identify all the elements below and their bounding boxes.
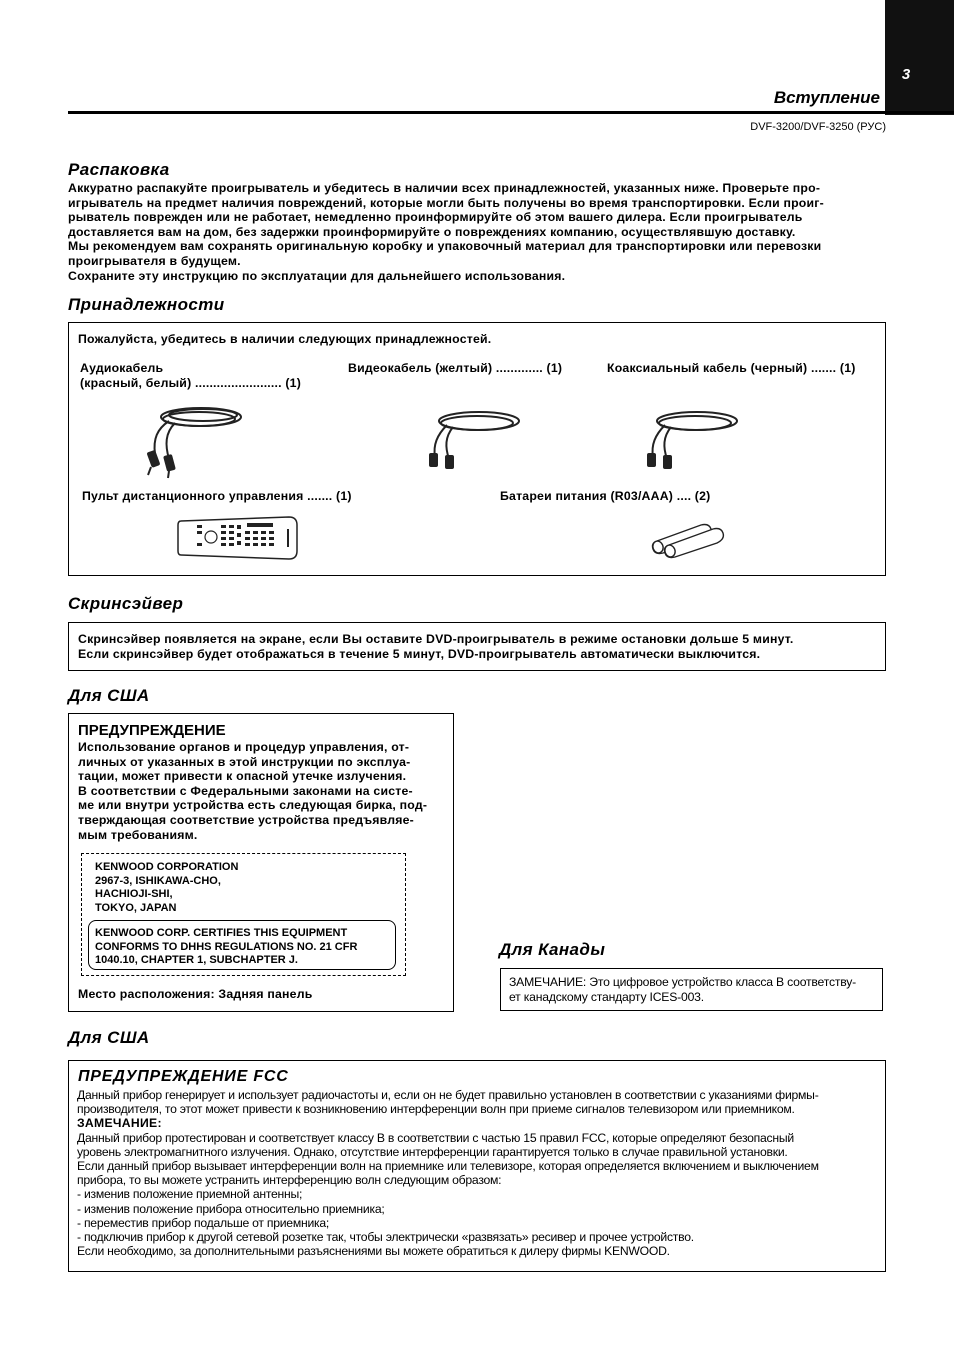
text-line: Использование органов и процедур управления, от- — [78, 740, 410, 754]
text-line: Если данный прибор вызывает интерференции волн на приемнике или телевизоре, которая определяется включением и выключением — [77, 1159, 819, 1174]
audio-cable-label: Аудиокабель (красный, белый) ........................ (1) — [80, 361, 302, 390]
fcc-note-label: ЗАМЕЧАНИЕ: — [77, 1116, 162, 1131]
text-line: Мы рекомендуем вам сохранять оригинальную коробку и упаковочный материал для транспортировки или перевозки — [68, 239, 822, 254]
text-line: - подключив прибор к другой сетевой розетке так, чтобы электрически «развязать» ресивер и прочее устройство. — [77, 1230, 694, 1245]
text-line: доставляется вам на дом, без задержки проинформируйте о повреждениях компанию, осуществлявшую доставку. — [68, 224, 796, 239]
accessories-box — [68, 322, 886, 576]
usa-title: Для США — [68, 686, 150, 705]
usa-warning-box — [68, 713, 454, 1012]
screensaver-title: Скринсэйвер — [68, 594, 184, 613]
batteries-label: Батареи питания (R03/AAA) .... (2) — [500, 489, 711, 503]
text-line: тверждающая соответствие устройства предъявляе- — [78, 812, 414, 827]
remote-control-image — [177, 515, 299, 561]
video-cable-label: Видеокабель (желтый) ............. (1) — [348, 361, 563, 375]
chapter-title: Вступление — [773, 88, 880, 107]
screensaver-text — [78, 632, 794, 661]
canada-box — [500, 968, 883, 1011]
page-tab — [885, 0, 954, 115]
certification-label — [81, 853, 406, 976]
label-cert: KENWOOD CORP. CERTIFIES THIS EQUIPMENT CONFORMS TO DHHS REGULATIONS NO. 21 CFR 1040.10, CHAPTER 1, SUBCHAPTER J. — [95, 927, 358, 966]
text-line: прибора, то вы можете устранить интерференцию волн следующим образом: — [77, 1173, 502, 1188]
label-address: KENWOOD CORPORATION 2967-3, ISHIKAWA-CHO, HACHIOJI-SHI, TOKYO, JAPAN — [95, 861, 239, 914]
remote-label: Пульт дистанционного управления ....... (1) — [82, 489, 352, 503]
text-line: Если необходимо, за дополнительными разъяснениями вы можете обратиться к дилеру фирмы KENWOOD. — [77, 1244, 670, 1259]
text-line: Аккуратно распакуйте проигрыватель и убедитесь в наличии всех принадлежностей, указанных ниже. Проверьте про- — [68, 181, 821, 195]
warning-heading: ПРЕДУПРЕЖДЕНИЕ — [78, 722, 226, 739]
warning-text — [78, 740, 427, 842]
header-rule — [68, 111, 954, 114]
unpacking-title: Распаковка — [68, 160, 170, 179]
text-line: Данный прибор генерирует и использует радиочастоты и, если он не будет правильно установлен в соответствии с указаниями фирмы- — [77, 1088, 819, 1102]
fcc-section-title: Для США — [68, 1028, 150, 1047]
text-line: - изменив положение приемной антенны; — [77, 1187, 303, 1202]
canada-title: Для Канады — [499, 940, 606, 959]
fcc-box — [68, 1060, 886, 1272]
text-line: ме или внутри устройства есть следующая бирка, под- — [78, 798, 428, 813]
text-line: Если скринсэйвер будет отображаться в течение 5 минут, DVD-проигрыватель автоматически выключится. — [78, 646, 761, 661]
text-line: проигрывателя в будущем. — [68, 253, 241, 268]
text-line: Сохраните эту инструкцию по эксплуатации для дальнейшего использования. — [68, 268, 566, 283]
page-number: 3 — [901, 66, 911, 83]
text-line: ЗАМЕЧАНИЕ: Это цифровое устройство класса В соответству- — [509, 975, 856, 989]
text-line: В соответствии с Федеральными законами на систе- — [78, 783, 413, 798]
text-line: - изменив положение прибора относительно приемника; — [77, 1201, 385, 1216]
text-line: мым требованиям. — [78, 827, 198, 842]
text-line: тации, может привести к опасной утечке излучения. — [78, 769, 407, 784]
coax-cable-image — [635, 403, 745, 475]
text-line: производителя, то этот может привести к возникновению интерференции волн при приеме сигналов телевизором или приемником. — [77, 1102, 795, 1117]
text-line: личных от указанных в этой инструкции по эксплуа- — [78, 754, 411, 769]
text-line: ет канадскому стандарту ICES-003. — [509, 989, 704, 1004]
text-line: Скринсэйвер появляется на экране, если Вы оставите DVD-проигрыватель в режиме остановки дольше 5 минут. — [78, 632, 794, 646]
text-line: - переместив прибор подальше от приемника; — [77, 1215, 330, 1230]
unpacking-text — [68, 181, 888, 283]
accessories-intro: Пожалуйста, убедитесь в наличии следующих принадлежностей. — [78, 332, 492, 346]
text-line: игрыватель на предмет наличия повреждений, которые могли быть получены во время транспортировки. Если проиг- — [68, 195, 824, 210]
text-line: рыватель поврежден или не работает, немедленно проинформируйте об этом вашего дилера. Если проигрыватель — [68, 210, 803, 225]
canada-text — [509, 975, 856, 1005]
batteries-image — [649, 515, 729, 561]
text-line: уровень электромагнитного излучения. Однако, отсутствие интерференции гарантируется только в случае правильной установки. — [77, 1144, 788, 1159]
label-cert-box — [88, 920, 396, 970]
accessories-title: Принадлежности — [68, 295, 225, 314]
text-line: Данный прибор протестирован и соответствует классу В в соответствии с частью 15 правил FCC, которые определяют безопасный — [77, 1130, 794, 1145]
screensaver-box — [68, 622, 886, 671]
label-location: Место расположения: Задняя панель — [78, 987, 313, 1001]
coax-cable-label: Коаксиальный кабель (черный) ....... (1) — [607, 361, 856, 375]
audio-cable-image — [139, 399, 249, 479]
fcc-heading: ПРЕДУПРЕЖДЕНИЕ FCC — [78, 1068, 289, 1085]
model-number: DVF-3200/DVF-3250 (РУС) — [750, 121, 886, 133]
video-cable-image — [417, 403, 527, 475]
fcc-text — [77, 1088, 819, 1258]
